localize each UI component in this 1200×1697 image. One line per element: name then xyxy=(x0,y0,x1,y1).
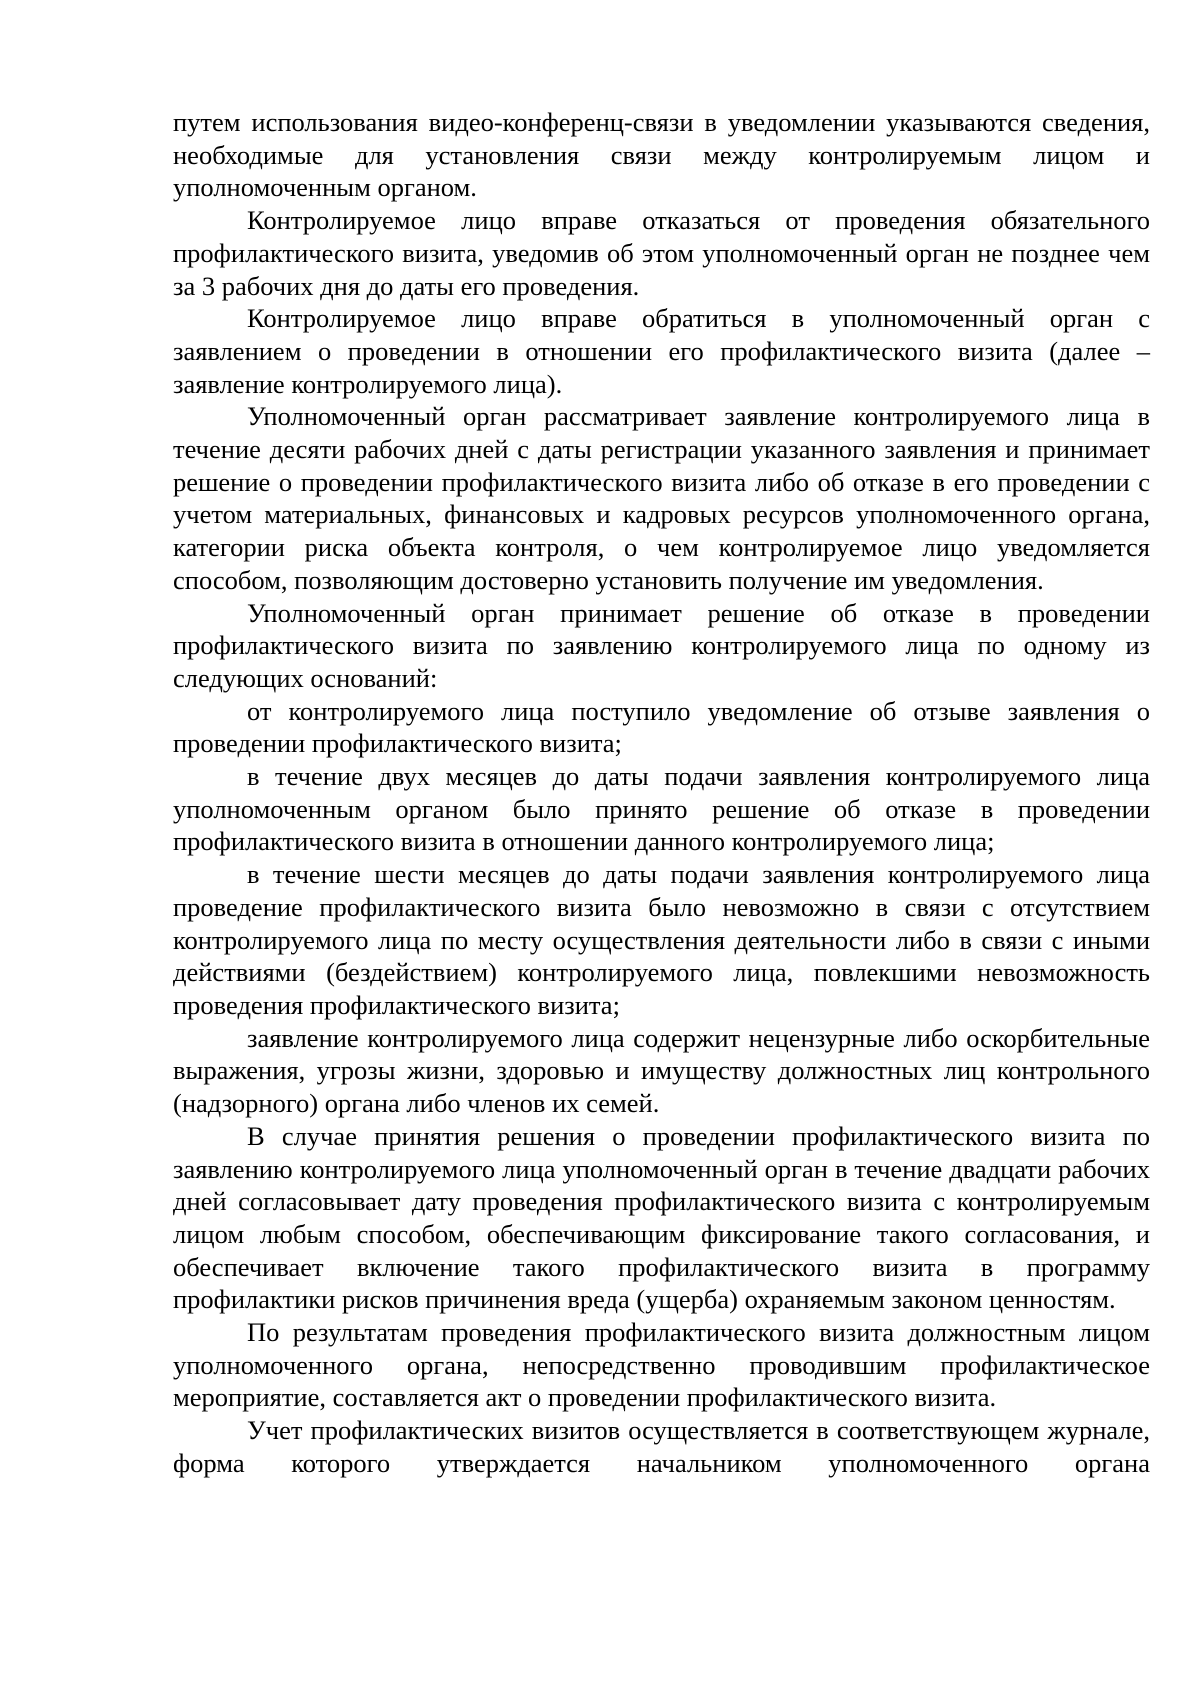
list-item-six-months: в течение шести месяцев до даты подачи заявления контролируемого лица проведение профилактического визита было невозможно в связи с отсутствием контролируемого лица по месту осуществления деятельности либо в связи с иными действиями (бездействием) контролируемого лица, повлекшими невозможность проведения профилактического визита; xyxy=(173,859,1150,1020)
paragraph-date-agreement: В случае принятия решения о проведении профилактического визита по заявлению контролируемого лица уполномоченный орган в течение двадцати рабочих дней согласовывает дату проведения профилактического визита с контролируемым лицом любым способом, обеспечивающим фиксирование такого согласования, и обеспечивает включение такого профилактического визита в программу профилактики рисков причинения вреда (ущерба) охраняемым законом ценностям. xyxy=(173,1120,1150,1315)
list-item-withdrawal: от контролируемого лица поступило уведомление об отзыве заявления о проведении профилактического визита; xyxy=(173,695,1150,759)
paragraph-visit-journal: Учет профилактических визитов осуществляется в соответствующем журнале, форма которого утверждается начальником уполномоченного органа xyxy=(173,1415,1150,1478)
paragraph-refusal-right: Контролируемое лицо вправе отказаться от проведения обязательного профилактического визита, уведомив об этом уполномоченный орган не позднее чем за 3 рабочих дня до даты его проведения. xyxy=(173,205,1150,301)
paragraph-refusal-grounds: Уполномоченный орган принимает решение об отказе в проведении профилактического визита по заявлению контролируемого лица по одному из следующих оснований: xyxy=(173,597,1150,693)
paragraph-application-right: Контролируемое лицо вправе обратиться в уполномоченный орган с заявлением о проведении в отношении его профилактического визита (далее – заявление контролируемого лица). xyxy=(173,303,1150,399)
list-item-two-months: в течение двух месяцев до даты подачи заявления контролируемого лица уполномоченным органом было принято решение об отказе в проведении профилактического визита в отношении данного контролируемого лица; xyxy=(173,761,1150,857)
paragraph-vks-notification: путем использования видео-конференц-связи в уведомлении указываются сведения, необходимые для установления связи между контролируемым лицом и уполномоченным органом. xyxy=(173,107,1150,203)
paragraph-application-review: Уполномоченный орган рассматривает заявление контролируемого лица в течение десяти рабочих дней с даты регистрации указанного заявления и принимает решение о проведении профилактического визита либо об отказе в его проведении с учетом материальных, финансовых и кадровых ресурсов уполномоченного органа, категории риска объекта контроля, о чем контролируемое лицо уведомляется способом, позволяющим достоверно установить получение им уведомления. xyxy=(173,401,1150,595)
list-item-obscene-content: заявление контролируемого лица содержит нецензурные либо оскорбительные выражения, угрозы жизни, здоровью и имуществу должностных лиц контрольного (надзорного) органа либо членов их семей. xyxy=(173,1022,1150,1119)
paragraph-visit-act: По результатам проведения профилактического визита должностным лицом уполномоченного органа, непосредственно проводившим профилактическое мероприятие, составляется акт о проведении профилактического визита. xyxy=(173,1317,1150,1413)
document-page xyxy=(173,106,1150,1480)
